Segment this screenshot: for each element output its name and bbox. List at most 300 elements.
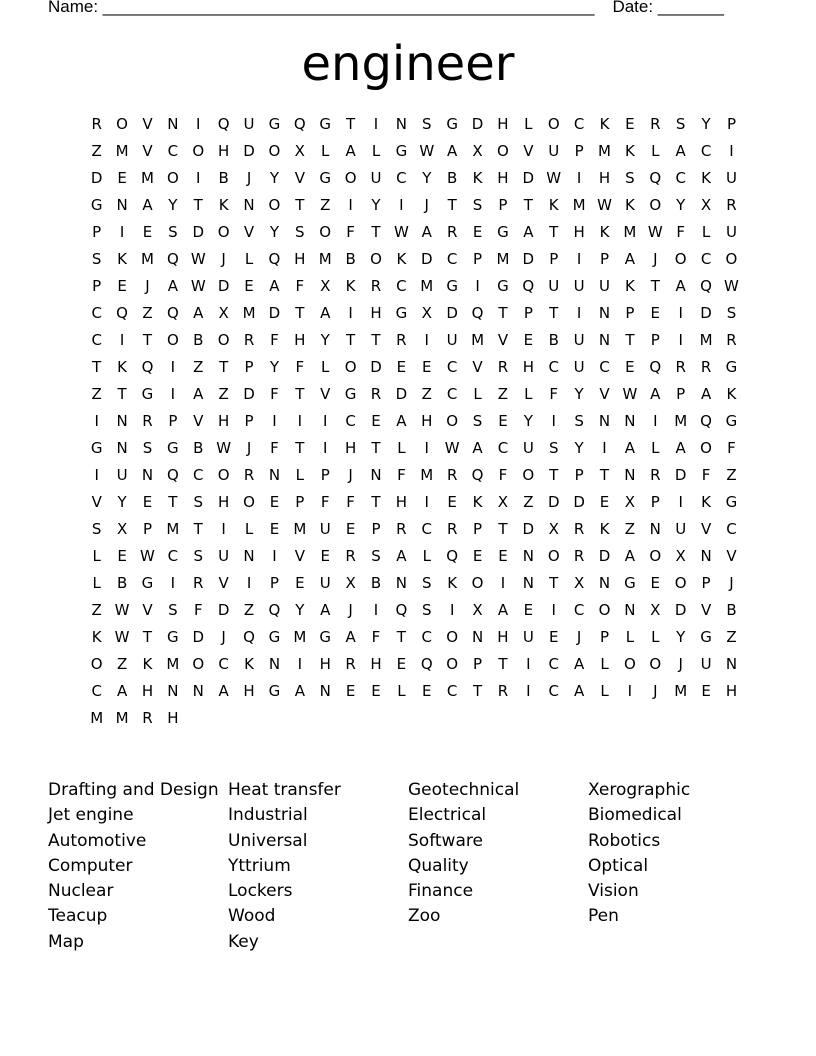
grid-letter[interactable]: I — [678, 330, 683, 349]
grid-letter[interactable]: V — [497, 330, 509, 349]
grid-letter[interactable]: U — [116, 465, 128, 484]
grid-letter[interactable]: R — [726, 330, 737, 349]
grid-letter[interactable]: G — [725, 357, 738, 376]
grid-letter[interactable]: H — [167, 708, 179, 727]
grid-letter[interactable]: M — [115, 708, 129, 727]
grid-letter[interactable]: G — [725, 492, 738, 511]
grid-letter[interactable]: Q — [116, 303, 128, 322]
grid-letter[interactable]: E — [625, 114, 635, 133]
grid-letter[interactable]: I — [322, 411, 328, 430]
grid-letter[interactable]: C — [548, 654, 559, 673]
grid-letter[interactable]: D — [700, 303, 712, 322]
grid-letter[interactable]: P — [574, 465, 584, 484]
grid-letter[interactable]: A — [624, 546, 636, 565]
grid-letter[interactable]: N — [243, 195, 255, 214]
grid-letter[interactable]: I — [196, 114, 201, 133]
grid-letter[interactable]: A — [523, 222, 534, 241]
grid-letter[interactable]: Q — [649, 168, 662, 187]
grid-letter[interactable]: N — [522, 573, 534, 592]
grid-letter[interactable]: D — [522, 249, 535, 268]
grid-letter[interactable]: J — [221, 249, 226, 268]
grid-letter[interactable]: W — [216, 438, 232, 457]
grid-letter[interactable]: Z — [497, 384, 509, 403]
grid-letter[interactable]: X — [573, 573, 585, 592]
grid-letter[interactable]: J — [576, 627, 582, 646]
grid-letter[interactable]: T — [168, 492, 178, 511]
grid-letter[interactable]: P — [473, 654, 483, 673]
grid-letter[interactable]: O — [166, 168, 179, 187]
grid-letter[interactable]: S — [168, 222, 178, 241]
grid-letter[interactable]: T — [396, 627, 406, 646]
grid-letter[interactable]: I — [500, 573, 506, 592]
grid-letter[interactable]: B — [548, 330, 559, 349]
grid-letter[interactable]: V — [700, 600, 712, 619]
grid-letter[interactable]: N — [116, 411, 128, 430]
grid-letter[interactable]: S — [422, 573, 432, 592]
grid-letter[interactable]: D — [522, 519, 535, 538]
grid-letter[interactable]: T — [371, 438, 381, 457]
grid-letter[interactable]: N — [624, 411, 636, 430]
grid-letter[interactable]: I — [475, 276, 480, 295]
grid-letter[interactable]: L — [92, 573, 101, 592]
grid-letter[interactable]: W — [114, 600, 130, 619]
grid-letter[interactable]: Z — [243, 600, 255, 619]
grid-letter[interactable]: R — [370, 276, 382, 295]
grid-letter[interactable]: G — [344, 384, 357, 403]
grid-letter[interactable]: O — [674, 249, 687, 268]
grid-letter[interactable]: T — [498, 303, 508, 322]
grid-letter[interactable]: D — [674, 465, 687, 484]
grid-letter[interactable]: G — [497, 222, 509, 241]
grid-letter[interactable]: S — [422, 600, 432, 619]
grid-letter[interactable]: N — [624, 465, 636, 484]
grid-letter[interactable]: Q — [166, 465, 179, 484]
grid-letter[interactable]: L — [295, 465, 304, 484]
grid-letter[interactable]: C — [700, 249, 712, 268]
grid-letter[interactable]: A — [421, 222, 432, 241]
grid-letter[interactable]: Z — [726, 627, 737, 646]
grid-letter[interactable]: C — [446, 681, 458, 700]
grid-letter[interactable]: C — [548, 681, 559, 700]
grid-letter[interactable]: A — [624, 249, 636, 268]
grid-letter[interactable]: E — [422, 357, 432, 376]
grid-letter[interactable]: L — [321, 141, 330, 160]
grid-letter[interactable]: O — [623, 654, 636, 673]
grid-letter[interactable]: B — [193, 438, 204, 457]
grid-letter[interactable]: R — [700, 357, 712, 376]
grid-letter[interactable]: E — [523, 330, 534, 349]
grid-letter[interactable]: M — [623, 222, 637, 241]
grid-letter[interactable]: M — [674, 411, 688, 430]
grid-letter[interactable]: J — [653, 249, 658, 268]
grid-letter[interactable]: I — [424, 438, 429, 457]
grid-letter[interactable]: Q — [166, 249, 179, 268]
grid-letter[interactable]: M — [598, 141, 611, 160]
grid-letter[interactable]: H — [497, 114, 509, 133]
grid-letter[interactable]: M — [674, 681, 688, 700]
grid-letter[interactable]: K — [726, 384, 737, 403]
grid-letter[interactable]: G — [268, 681, 281, 700]
grid-letter[interactable]: U — [573, 330, 585, 349]
grid-letter[interactable]: A — [142, 195, 153, 214]
grid-letter[interactable]: I — [272, 546, 277, 565]
grid-letter[interactable]: N — [598, 573, 611, 592]
grid-letter[interactable]: C — [218, 654, 229, 673]
grid-letter[interactable]: X — [624, 492, 636, 511]
grid-letter[interactable]: I — [170, 384, 176, 403]
grid-letter[interactable]: S — [142, 438, 153, 457]
grid-letter[interactable]: R — [446, 222, 458, 241]
grid-letter[interactable]: C — [396, 168, 407, 187]
grid-letter[interactable]: I — [119, 222, 125, 241]
grid-letter[interactable]: G — [700, 627, 712, 646]
grid-letter[interactable]: Q — [522, 276, 535, 295]
grid-letter[interactable]: S — [625, 168, 635, 187]
grid-letter[interactable]: N — [141, 465, 154, 484]
grid-letter[interactable]: C — [91, 303, 102, 322]
grid-letter[interactable]: R — [243, 465, 255, 484]
grid-letter[interactable]: M — [90, 708, 104, 727]
grid-letter[interactable]: O — [649, 195, 662, 214]
grid-letter[interactable]: X — [675, 546, 686, 565]
grid-letter[interactable]: Z — [421, 384, 432, 403]
grid-letter[interactable]: M — [420, 276, 434, 295]
grid-letter[interactable]: S — [422, 114, 432, 133]
grid-letter[interactable]: U — [675, 519, 687, 538]
grid-letter[interactable]: Q — [700, 276, 712, 295]
grid-letter[interactable]: N — [319, 681, 331, 700]
grid-letter[interactable]: J — [729, 573, 734, 592]
grid-letter[interactable]: R — [345, 654, 356, 673]
grid-letter[interactable]: A — [320, 303, 331, 322]
grid-letter[interactable]: R — [573, 546, 585, 565]
grid-letter[interactable]: C — [396, 276, 407, 295]
grid-letter[interactable]: H — [370, 654, 382, 673]
grid-letter[interactable]: O — [192, 654, 205, 673]
grid-letter[interactable]: F — [346, 492, 355, 511]
grid-letter[interactable]: G — [446, 114, 458, 133]
grid-letter[interactable]: U — [573, 276, 585, 295]
grid-letter[interactable]: O — [649, 546, 662, 565]
grid-letter[interactable]: O — [725, 249, 738, 268]
name-field[interactable]: Name: ____________________________________________________ — [48, 0, 595, 16]
grid-letter[interactable]: U — [370, 168, 382, 187]
grid-letter[interactable]: H — [294, 330, 306, 349]
grid-letter[interactable]: F — [727, 438, 736, 457]
grid-letter[interactable]: W — [114, 627, 130, 646]
grid-letter[interactable]: P — [498, 195, 508, 214]
grid-letter[interactable]: H — [522, 357, 534, 376]
grid-letter[interactable]: A — [320, 600, 331, 619]
grid-letter[interactable]: I — [551, 600, 556, 619]
grid-letter[interactable]: D — [192, 627, 205, 646]
grid-letter[interactable]: P — [726, 114, 736, 133]
grid-letter[interactable]: C — [675, 168, 686, 187]
grid-letter[interactable]: C — [167, 141, 179, 160]
grid-letter[interactable]: Q — [268, 600, 281, 619]
grid-letter[interactable]: G — [90, 195, 103, 214]
grid-letter[interactable]: F — [371, 627, 381, 646]
grid-letter[interactable]: Q — [700, 411, 712, 430]
grid-letter[interactable]: K — [701, 168, 711, 187]
grid-letter[interactable]: Q — [446, 546, 459, 565]
grid-letter[interactable]: U — [522, 627, 534, 646]
grid-letter[interactable]: O — [243, 492, 255, 511]
grid-letter[interactable]: E — [269, 492, 280, 511]
grid-letter[interactable]: I — [576, 303, 582, 322]
grid-letter[interactable]: M — [572, 195, 586, 214]
grid-letter[interactable]: V — [142, 600, 153, 619]
grid-letter[interactable]: K — [244, 654, 254, 673]
grid-letter[interactable]: I — [246, 573, 252, 592]
grid-letter[interactable]: Z — [142, 303, 153, 322]
grid-letter[interactable]: X — [548, 519, 559, 538]
grid-letter[interactable]: E — [472, 546, 483, 565]
grid-letter[interactable]: O — [217, 330, 230, 349]
grid-letter[interactable]: P — [168, 411, 178, 430]
grid-letter[interactable]: P — [599, 249, 610, 268]
grid-letter[interactable]: D — [243, 141, 255, 160]
grid-letter[interactable]: C — [700, 141, 712, 160]
grid-letter[interactable]: C — [446, 249, 458, 268]
grid-letter[interactable]: S — [91, 519, 102, 538]
grid-letter[interactable]: E — [142, 492, 153, 511]
grid-letter[interactable]: K — [218, 195, 229, 214]
grid-letter[interactable]: K — [599, 114, 610, 133]
grid-letter[interactable]: H — [497, 627, 509, 646]
grid-letter[interactable]: F — [549, 384, 559, 403]
grid-letter[interactable]: L — [524, 114, 533, 133]
grid-letter[interactable]: I — [221, 519, 226, 538]
grid-letter[interactable]: C — [193, 465, 204, 484]
grid-letter[interactable]: X — [650, 600, 661, 619]
grid-letter[interactable]: A — [396, 546, 407, 565]
grid-letter[interactable]: T — [142, 330, 153, 349]
grid-letter[interactable]: F — [498, 465, 508, 484]
grid-letter[interactable]: L — [92, 546, 101, 565]
grid-letter[interactable]: I — [322, 438, 328, 457]
grid-letter[interactable]: J — [653, 681, 658, 700]
grid-letter[interactable]: S — [574, 411, 584, 430]
grid-letter[interactable]: T — [549, 573, 559, 592]
grid-letter[interactable]: T — [92, 357, 102, 376]
grid-letter[interactable]: I — [399, 195, 404, 214]
grid-letter[interactable]: T — [371, 492, 381, 511]
grid-letter[interactable]: V — [193, 411, 204, 430]
grid-letter[interactable]: P — [549, 249, 559, 268]
grid-letter[interactable]: P — [295, 492, 305, 511]
grid-letter[interactable]: M — [166, 519, 180, 538]
grid-letter[interactable]: M — [471, 330, 485, 349]
grid-letter[interactable]: G — [268, 114, 281, 133]
grid-letter[interactable]: W — [140, 546, 155, 565]
grid-letter[interactable]: P — [650, 330, 660, 349]
grid-letter[interactable]: O — [547, 546, 560, 565]
grid-letter[interactable]: O — [598, 600, 611, 619]
grid-letter[interactable]: M — [496, 249, 510, 268]
grid-letter[interactable]: Y — [676, 195, 686, 214]
grid-letter[interactable]: E — [548, 627, 559, 646]
grid-letter[interactable]: S — [295, 222, 305, 241]
grid-letter[interactable]: S — [675, 114, 686, 133]
grid-letter[interactable]: Z — [624, 519, 636, 538]
grid-letter[interactable]: G — [497, 276, 509, 295]
grid-letter[interactable]: N — [167, 681, 179, 700]
grid-letter[interactable]: L — [321, 357, 330, 376]
grid-letter[interactable]: C — [573, 114, 585, 133]
grid-letter[interactable]: D — [243, 384, 255, 403]
grid-letter[interactable]: A — [269, 276, 280, 295]
grid-letter[interactable]: S — [168, 600, 178, 619]
grid-letter[interactable]: T — [625, 330, 635, 349]
grid-letter[interactable]: P — [473, 249, 483, 268]
grid-letter[interactable]: D — [446, 303, 458, 322]
grid-letter[interactable]: U — [319, 573, 331, 592]
grid-letter[interactable]: Y — [320, 330, 330, 349]
grid-letter[interactable]: X — [345, 573, 356, 592]
grid-letter[interactable]: A — [345, 627, 356, 646]
grid-letter[interactable]: R — [446, 465, 458, 484]
grid-letter[interactable]: E — [117, 276, 127, 295]
grid-letter[interactable]: X — [472, 600, 483, 619]
grid-letter[interactable]: I — [576, 168, 582, 187]
grid-letter[interactable]: O — [700, 438, 712, 457]
grid-letter[interactable]: C — [167, 546, 179, 565]
grid-letter[interactable]: I — [348, 195, 353, 214]
grid-letter[interactable]: H — [598, 168, 611, 187]
grid-letter[interactable]: V — [599, 384, 610, 403]
grid-letter[interactable]: N — [116, 438, 128, 457]
grid-letter[interactable]: F — [295, 276, 305, 295]
grid-letter[interactable]: R — [726, 195, 737, 214]
grid-letter[interactable]: J — [145, 276, 150, 295]
grid-letter[interactable]: A — [218, 681, 229, 700]
grid-letter[interactable]: F — [346, 222, 355, 241]
grid-letter[interactable]: F — [270, 438, 279, 457]
grid-letter[interactable]: G — [167, 627, 179, 646]
grid-letter[interactable]: J — [348, 465, 353, 484]
grid-letter[interactable]: C — [548, 357, 559, 376]
grid-letter[interactable]: O — [446, 411, 459, 430]
grid-letter[interactable]: P — [320, 465, 330, 484]
grid-letter[interactable]: A — [497, 600, 509, 619]
grid-letter[interactable]: G — [319, 168, 332, 187]
grid-letter[interactable]: P — [701, 573, 711, 592]
grid-letter[interactable]: K — [599, 519, 610, 538]
grid-letter[interactable]: P — [523, 303, 533, 322]
grid-letter[interactable]: E — [269, 519, 280, 538]
grid-letter[interactable]: X — [472, 141, 483, 160]
grid-letter[interactable]: T — [549, 222, 559, 241]
grid-letter[interactable]: Z — [523, 492, 534, 511]
grid-letter[interactable]: H — [243, 681, 255, 700]
grid-letter[interactable]: Y — [269, 168, 280, 187]
grid-letter[interactable]: A — [193, 303, 204, 322]
grid-letter[interactable]: I — [678, 303, 683, 322]
grid-letter[interactable]: R — [243, 330, 255, 349]
grid-letter[interactable]: R — [573, 519, 585, 538]
grid-letter[interactable]: H — [421, 411, 433, 430]
grid-letter[interactable]: R — [650, 114, 661, 133]
grid-letter[interactable]: E — [345, 519, 356, 538]
grid-letter[interactable]: T — [523, 195, 533, 214]
grid-letter[interactable]: E — [523, 600, 534, 619]
grid-letter[interactable]: P — [599, 627, 610, 646]
grid-letter[interactable]: E — [498, 411, 508, 430]
grid-letter[interactable]: V — [523, 141, 534, 160]
grid-letter[interactable]: P — [244, 411, 254, 430]
grid-letter[interactable]: V — [700, 519, 712, 538]
grid-letter[interactable]: A — [675, 438, 686, 457]
grid-letter[interactable]: H — [294, 249, 306, 268]
grid-letter[interactable]: E — [371, 411, 381, 430]
grid-letter[interactable]: N — [268, 654, 281, 673]
grid-letter[interactable]: K — [142, 654, 153, 673]
grid-letter[interactable]: A — [573, 681, 585, 700]
grid-letter[interactable]: Z — [91, 141, 102, 160]
grid-letter[interactable]: M — [115, 141, 129, 160]
grid-letter[interactable]: I — [348, 303, 353, 322]
grid-letter[interactable]: Z — [91, 600, 102, 619]
grid-letter[interactable]: E — [599, 492, 610, 511]
grid-letter[interactable]: I — [551, 411, 556, 430]
grid-letter[interactable]: W — [190, 276, 206, 295]
grid-letter[interactable]: L — [651, 438, 660, 457]
grid-letter[interactable]: M — [699, 330, 713, 349]
grid-letter[interactable]: L — [600, 681, 609, 700]
grid-letter[interactable]: H — [573, 222, 585, 241]
grid-letter[interactable]: J — [246, 168, 252, 187]
grid-letter[interactable]: C — [91, 330, 102, 349]
grid-letter[interactable]: O — [471, 573, 484, 592]
grid-letter[interactable]: T — [295, 384, 305, 403]
grid-letter[interactable]: C — [573, 600, 585, 619]
grid-letter[interactable]: T — [219, 357, 229, 376]
grid-letter[interactable]: G — [725, 411, 738, 430]
grid-letter[interactable]: W — [597, 195, 612, 214]
grid-letter[interactable]: J — [424, 195, 429, 214]
grid-letter[interactable]: E — [371, 681, 381, 700]
grid-letter[interactable]: U — [218, 546, 230, 565]
grid-letter[interactable]: I — [449, 600, 455, 619]
grid-letter[interactable]: Q — [217, 114, 230, 133]
grid-letter[interactable]: I — [94, 411, 99, 430]
grid-letter[interactable]: C — [599, 357, 610, 376]
grid-letter[interactable]: V — [726, 546, 737, 565]
grid-letter[interactable]: E — [422, 681, 432, 700]
grid-letter[interactable]: W — [444, 438, 460, 457]
grid-letter[interactable]: A — [116, 681, 128, 700]
grid-letter[interactable]: L — [625, 627, 635, 646]
grid-letter[interactable]: N — [700, 546, 712, 565]
grid-letter[interactable]: D — [598, 546, 611, 565]
grid-letter[interactable]: P — [371, 519, 381, 538]
grid-letter[interactable]: Q — [471, 303, 484, 322]
grid-letter[interactable]: M — [141, 249, 154, 268]
grid-letter[interactable]: F — [397, 465, 406, 484]
grid-letter[interactable]: O — [344, 168, 357, 187]
date-field[interactable]: Date: _______ — [612, 0, 724, 16]
grid-letter[interactable]: A — [472, 438, 483, 457]
grid-letter[interactable]: T — [346, 330, 356, 349]
grid-letter[interactable]: B — [345, 249, 356, 268]
grid-letter[interactable]: N — [268, 465, 281, 484]
grid-letter[interactable]: N — [725, 654, 738, 673]
grid-letter[interactable]: D — [420, 249, 433, 268]
grid-letter[interactable]: T — [193, 195, 203, 214]
grid-letter[interactable]: A — [650, 384, 661, 403]
grid-letter[interactable]: N — [522, 546, 534, 565]
